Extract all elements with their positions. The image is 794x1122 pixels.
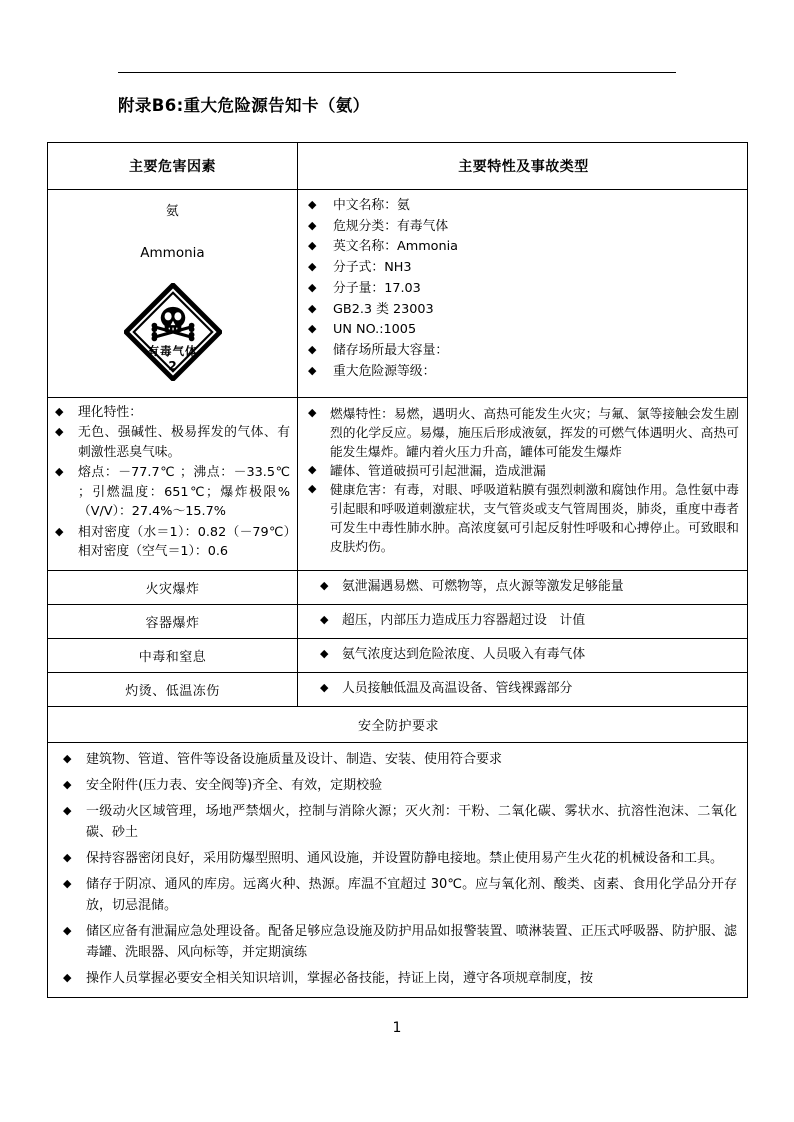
list-item: ◆ 无色、强碱性、极易挥发的气体、有刺激性恶臭气味。 xyxy=(55,423,290,462)
list-item: ◆ 保持容器密闭良好，采用防爆型照明、通风设施，并设置防静电接地。禁止使用易产生火花的机械设备和工具。 xyxy=(60,848,737,869)
identity-info-row xyxy=(48,189,747,397)
properties-hazards-row xyxy=(48,397,747,570)
list-item: ◆ 相对密度（水＝1）：0.82（－79℃）相对密度（空气＝1）：0.6 xyxy=(55,523,290,562)
safety-header-row xyxy=(48,706,747,742)
list-item: ◆ 分子量：17.03 xyxy=(308,279,739,300)
table-row xyxy=(48,638,747,672)
toxic-gas-placard xyxy=(124,283,222,381)
safety-section-header: 安全防护要求 xyxy=(357,718,439,734)
table-row xyxy=(48,570,747,604)
substance-english-name: Ammonia xyxy=(140,245,205,261)
list-item: ◆ 理化特性： xyxy=(55,403,290,422)
accident-type-label: 灼烫、低温冻伤 xyxy=(48,673,298,706)
list-item: ◆ UN NO.:1005 xyxy=(308,320,739,341)
physical-properties-cell xyxy=(48,398,298,570)
placard-class-number: 2 xyxy=(168,359,177,373)
list-item: ◆ 罐体、管道破损可引起泄漏，造成泄漏 xyxy=(308,461,739,480)
list-item: ◆ 英文名称：Ammonia xyxy=(308,237,739,258)
list-item: ◆ 安全附件(压力表、安全阀等)齐全、有效，定期校验 xyxy=(60,775,737,796)
hazard-description-cell xyxy=(298,398,747,570)
list-item: ◆ 健康危害：有毒，对眼、呼吸道粘膜有强烈刺激和腐蚀作用。急性氨中毒引起眼和呼吸道刺激症状，支气管炎或支气管周围炎，肺炎，重度中毒者可发生中毒性肺水肿。高浓度氨可引起反射性呼吸和心搏停止。可致眼和皮肤灼伤。 xyxy=(308,480,739,556)
accident-type-description: ◆ 氨气浓度达到危险浓度、人员吸入有毒气体 xyxy=(298,639,747,672)
column-header-characteristics: 主要特性及事故类型 xyxy=(458,159,589,175)
list-item: ◆ 中文名称：氨 xyxy=(308,196,739,217)
table-row xyxy=(48,604,747,638)
list-item: ◆ 分子式：NH3 xyxy=(308,258,739,279)
table-row xyxy=(48,672,747,706)
list-item: ◆ 熔点：－77.7℃ ；沸点：－33.5℃ ；引燃温度：651℃；爆炸极限%（V/V）：27.4%～15.7% xyxy=(55,463,290,521)
accident-type-description: ◆ 超压，内部压力造成压力容器超过设 计值 xyxy=(298,605,747,638)
placard-label: 有毒气体 xyxy=(147,344,198,358)
accident-type-label: 火灾爆炸 xyxy=(48,571,298,604)
list-item: ◆ GB2.3 类 23003 xyxy=(308,300,739,321)
hazard-placard-wrapper xyxy=(55,283,290,387)
header-rule xyxy=(118,72,676,73)
list-item: ◆ 一级动火区域管理，场地严禁烟火，控制与消除火源；灭火剂：干粉、二氧化碳、雾状水、抗溶性泡沫、二氧化碳、砂土 xyxy=(60,801,737,843)
hazard-description-list xyxy=(308,404,739,556)
column-header-hazard-factors: 主要危害因素 xyxy=(48,143,298,189)
safety-requirements-row xyxy=(48,742,747,997)
hazard-notification-card xyxy=(47,142,748,998)
list-item: ◆ 储区应备有泄漏应急处理设备。配备足够应急设施及防护用品如报警装置、喷淋装置、正压式呼吸器、防护服、滤毒罐、洗眼器、风向标等，并定期演练 xyxy=(60,921,737,963)
substance-identity-cell xyxy=(48,190,298,397)
accident-type-label: 容器爆炸 xyxy=(48,605,298,638)
list-item: ◆ 建筑物、管道、管件等设备设施质量及设计、制造、安装、使用符合要求 xyxy=(60,749,737,770)
list-item: ◆ 危规分类：有毒气体 xyxy=(308,217,739,238)
list-item: ◆ 燃爆特性：易燃，遇明火、高热可能发生火灾；与氟、氯等接触会发生剧烈的化学反应。易爆，施压后形成液氨，挥发的可燃气体遇明火、高热可能发生爆炸。罐内着火压力升高，罐体可能发生爆炸 xyxy=(308,404,739,461)
accident-type-label: 中毒和窒息 xyxy=(48,639,298,672)
list-item: ◆ 储存场所最大容量： xyxy=(308,341,739,362)
substance-chinese-name: 氨 xyxy=(165,204,180,219)
list-item: ◆ 储存于阴凉、通风的库房。远离火种、热源。库温不宜超过 30℃。应与氧化剂、酸类、卤素、食用化学品分开存放，切忌混储。 xyxy=(60,874,737,916)
substance-info-cell xyxy=(298,190,747,397)
page-title: 附录B6:重大危险源告知卡（氨） xyxy=(118,96,370,115)
physical-properties-list xyxy=(55,403,290,562)
substance-info-list xyxy=(308,196,739,382)
list-item: ◆ 操作人员掌握必要安全相关知识培训，掌握必备技能，持证上岗，遵守各项规章制度，按 xyxy=(60,968,737,989)
table-header-row xyxy=(48,143,747,189)
safety-requirements-list xyxy=(60,749,737,989)
accident-type-description: ◆ 人员接触低温及高温设备、管线裸露部分 xyxy=(298,673,747,706)
list-item: ◆ 重大危险源等级： xyxy=(308,362,739,383)
safety-requirements-cell xyxy=(48,743,747,997)
page-number: 1 xyxy=(392,1020,402,1036)
accident-type-description: ◆ 氨泄漏遇易燃、可燃物等，点火源等激发足够能量 xyxy=(298,571,747,604)
